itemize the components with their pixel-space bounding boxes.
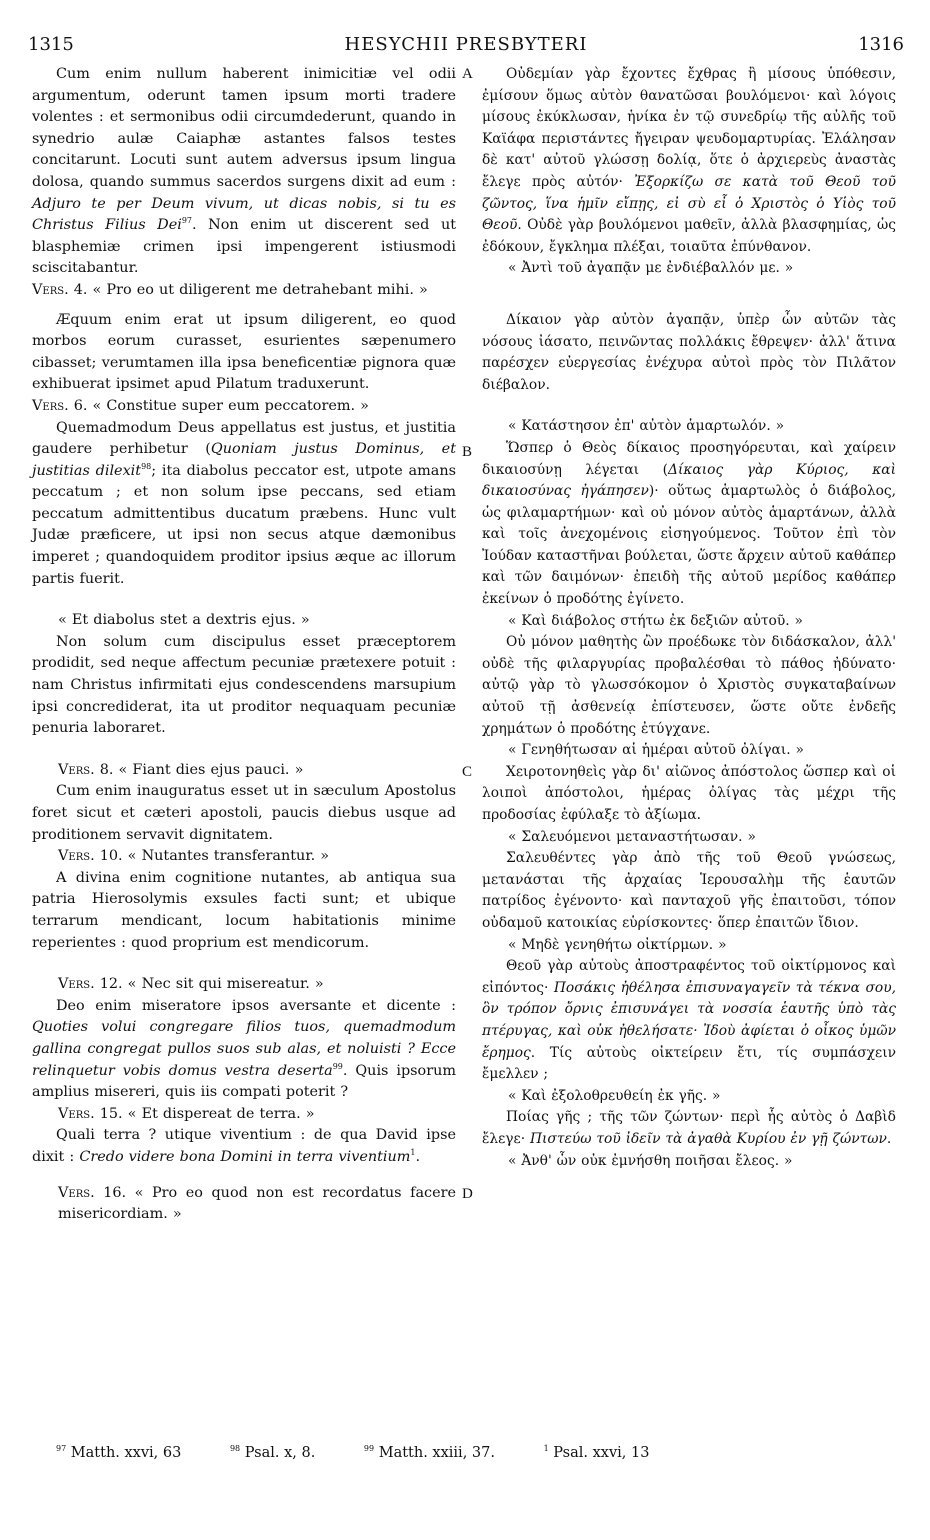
greek-paragraph: Χειροτονηθεὶς γὰρ δι' αἰῶνος ἀπόστολος ὥσπερ καὶ οἱ λοιποὶ ἀπόστολοι, ἡμέρας ὀλίγας τὰς μέχρι τῆς προδοσίας ἐφύλαξε τὸ ἀξίωμα. xyxy=(482,763,896,823)
latin-verse: Vers. 12. « Nec sit qui misereatur. » xyxy=(58,976,324,993)
margin-letter-a: A xyxy=(462,66,473,82)
greek-verse: « Ἀντὶ τοῦ ἀγαπᾷν με ἐνδιέβαλλόν με. » xyxy=(508,260,794,277)
latin-verse: Vers. 6. « Constitue super eum peccatorem. » xyxy=(32,397,369,414)
latin-paragraph: Quali terra ? utique viventium : de qua David ipse dixit : Credo videre bona Domini in terra viventium$^1$. xyxy=(32,1127,456,1165)
latin-paragraph: Deo enim miseratore ipsos aversante et dicente : Quoties volui congregare filios tuos, quemadmodum gallina congregat pullos suos sub alas, et noluisti ? Ecce relinquetur vobis domus vestra deserta$^{99}$. Quis ipsorum amplius misereri, quis iis compati poterit ? xyxy=(32,997,456,1101)
greek-paragraph: Οὐ μόνον μαθητὴς ὢν προέδωκε τὸν διδάσκαλον, ἀλλ' οὐδὲ τῆς φιλαργυρίας προβαλέσθαι τὸ πάθος ἠδύνατο· αὐτῷ γὰρ τὸ γλωσσόκομον ὁ Χριστὸς συγκαταβαίνων αὐτοῦ τῇ ἀσθενείᾳ ἐπίστευσεν, ὥστε οὔτε ἐνδεῆς χρημάτων ὁ προδότης ἐτύγχανε. xyxy=(482,634,896,737)
greek-paragraph: Ὥσπερ ὁ Θεὸς δίκαιος προσηγόρευται, καὶ χαίρειν δικαιοσύνῃ λέγεται (Δίκαιος γὰρ Κύριος, καὶ δικαιοσύνας ἠγάπησεν)· οὕτως ἁμαρτωλὸς ὁ διάβολος, ὡς φιλαμαρτήμων· καὶ οὐ μόνον αὐτὸς ἁμαρτάνων, ἀλλὰ καὶ τοῖς ἀνεχομένοις εἰσηγούμενος. Τοῦτον ἐπὶ τὸν Ἰούδαν καταστῆναι βούλεται, ὥστε ἄρχειν αὐτοῦ καθάπερ καὶ τῶν δαιμόνων· ἐπειδὴ τῆς αὐτοῦ μερίδος καθάπερ ἐκείνων ὁ προδότης ἐγίνετο. xyxy=(482,439,896,608)
footnote: $^1$ Psal. xxvi, 13 xyxy=(543,1444,650,1461)
greek-verse: « Γενηθήτωσαν αἱ ἡμέραι αὐτοῦ ὀλίγαι. » xyxy=(508,742,804,759)
greek-paragraph: Ποίας γῆς ; τῆς τῶν ζώντων· περὶ ἧς αὐτὸς ὁ Δαβὶδ ἔλεγε· Πιστεύω τοῦ ἰδεῖν τὰ ἀγαθὰ Κυρίου ἐν γῇ ζώντων. xyxy=(482,1109,896,1147)
greek-verse: « Καὶ διάβολος στήτω ἐκ δεξιῶν αὐτοῦ. » xyxy=(508,612,803,629)
latin-verse: Vers. 15. « Et dispereat de terra. » xyxy=(58,1105,315,1122)
latin-paragraph: Quemadmodum Deus appellatus est justus, et justitia gaudere perhibetur (Quoniam justus Dominus, et justitias dilexit$^{98}$; ita diabolus peccator est, utpote amans peccatum ; et non solum ipse peccans, sed etiam peccatum admittentibus ducatum præbens. Hunc vult Judæ præficere, ut ipsi non secus atque dæmonibus imperet ; quandoquidem proditor ipsius æque ac illorum partis fuerit. xyxy=(32,419,456,587)
latin-verse: « Et diabolus stet a dextris ejus. » xyxy=(58,612,310,629)
latin-verse: Vers. 8. « Fiant dies ejus pauci. » xyxy=(58,761,304,778)
page-header xyxy=(28,34,904,60)
latin-paragraph: Cum enim inauguratus esset ut in sæculum Apostolus foret sicut et cæteri apostoli, paucis diebus usque ad proditionem servavit dignitatem. xyxy=(32,783,456,843)
footnotes xyxy=(56,1445,693,1461)
footnote: $^{99}$ Matth. xxiii, 37. xyxy=(363,1444,495,1461)
page-number-right: 1316 xyxy=(858,34,904,55)
page-number-left: 1315 xyxy=(28,34,74,55)
greek-verse: « Σαλευόμενοι μεταναστήτωσαν. » xyxy=(508,828,756,845)
greek-column xyxy=(482,64,896,1172)
greek-verse: « Καὶ ἐξολοθρευθείη ἐκ γῆς. » xyxy=(508,1087,721,1104)
margin-letter-c: C xyxy=(462,764,473,780)
margin-letter-b: B xyxy=(462,444,473,460)
greek-paragraph: Οὐδεμίαν γὰρ ἔχοντες ἔχθρας ἢ μίσους ὑπόθεσιν, ἐμίσουν ὅμως αὐτὸν θανατῶσαι βουλόμενοι· καὶ λόγοις μίσους ἐκύκλωσαν, ἡνίκα ἐν τῷ συνεδρίῳ τῆς αὐλῆς τοῦ Καϊάφα περιστάντες ἤγειραν ψευδομαρτυρίας. Ἐλάλησαν δὲ κατ' αὐτοῦ γλώσσῃ δολίᾳ, ὅτε ὁ ἀρχιερεὺς ἀναστὰς ἔλεγε πρὸς αὐτόν· Ἐξορκίζω σε κατὰ τοῦ Θεοῦ τοῦ ζῶντος, ἵνα ἡμῖν εἴπῃς, εἰ σὺ εἶ ὁ Χριστὸς ὁ Υἱὸς τοῦ Θεοῦ. Οὐδὲ γὰρ βουλόμενοι μαθεῖν, ἀλλὰ βλασφημίας, ὡς ἐδόκουν, ἔγκλημα πλέξαι, τοιαῦτα ἐπύνθανον. xyxy=(482,66,897,255)
running-head: HESYCHII PRESBYTERI xyxy=(344,34,588,55)
margin-letter-d: D xyxy=(462,1186,473,1202)
latin-column xyxy=(32,64,456,1226)
footnote: $^{98}$ Psal. x, 8. xyxy=(229,1444,316,1461)
latin-verse: Vers. 10. « Nutantes transferantur. » xyxy=(58,848,330,865)
greek-verse: « Κατάστησον ἐπ' αὐτὸν ἁμαρτωλόν. » xyxy=(508,418,785,435)
greek-paragraph: Θεοῦ γὰρ αὐτοὺς ἀποστραφέντος τοῦ οἰκτίρμονος καὶ εἰπόντος· Ποσάκις ἠθέλησα ἐπισυναγαγεῖν τὰ τέκνα σου, ὃν τρόπον ὄρνις ἐπισυνάγει τὰ νοσσία ἑαυτῆς ὑπὸ τὰς πτέρυγας, καὶ οὐκ ἠθελήσατε· Ἰδοὺ ἀφίεται ὁ οἶκος ὑμῶν ἔρημος. Τίς αὐτοὺς οἰκτείρειν ἔτι, τίς συμπάσχειν ἔμελλεν ; xyxy=(482,958,896,1083)
greek-paragraph: Σαλευθέντες γὰρ ἀπὸ τῆς τοῦ Θεοῦ γνώσεως, μετανάσται τῆς ἀρχαίας Ἱερουσαλὴμ τῆς ἑαυτῶν πατρίδος ἐγένοντο· καὶ πανταχοῦ γῆς ἐπαιτοῦσι, τόπον οὐδαμοῦ κατοικίας εὑρίσκοντες· ὅπερ ἐπαιτῶν ἴδιον. xyxy=(482,850,896,931)
latin-paragraph: A divina enim cognitione nutantes, ab antiqua sua patria Hierosolymis exsules facti sunt; et ubique terrarum mendicant, locum habitationis minime reperientes : quod proprium est mendicorum. xyxy=(32,869,456,951)
greek-verse: « Ἀνθ' ὧν οὐκ ἐμνήσθη ποιῆσαι ἔλεος. » xyxy=(508,1152,793,1169)
greek-paragraph: Δίκαιον γὰρ αὐτὸν ἀγαπᾷν, ὑπὲρ ὧν αὐτῶν τὰς νόσους ἰάσατο, πεινῶντας πολλάκις ἔθρεψεν· ἀλλ' ἅτινα παρέσχεν εὐεργεσίας ἐνέχυρα αὐτοὶ πρὸς τὸν Πιλᾶτον διέβαλον. xyxy=(482,311,896,393)
greek-verse: « Μηδὲ γενηθήτω οἰκτίρμων. » xyxy=(508,936,727,953)
latin-paragraph: Non solum cum discipulus esset præceptorem prodidit, sed neque affectum pecuniæ prætexere potuit : nam Christus infirmitati ejus condescendens marsupium ipsi concrediderat, ita ut proditor nequaquam pecuniæ penuria laboraret. xyxy=(32,633,456,737)
latin-paragraph: Cum enim nullum haberent inimicitiæ vel odii argumentum, oderunt tamen ipsum morti tradere volentes : et sermonibus odii circumdederunt, quando in synedrio aulæ Caiaphæ astantes falsos testes concitarunt. Locuti sunt autem adversus ipsum lingua dolosa, quando summus sacerdos surgens dixit ad eum : Adjuro te per Deum vivum, ut dicas nobis, si tu es Christus Filius Dei$^{97}$. Non enim ut discerent sed ut blasphemiæ crimen ipsi impengerent istiusmodi sciscitabantur. xyxy=(32,66,456,277)
footnote: $^{97}$ Matth. xxvi, 63 xyxy=(56,1444,182,1461)
latin-paragraph: Æquum enim erat ut ipsum diligerent, eo quod morbos eorum curasset, esurientes sæpenumero cibasset; verumtamen illa ipsa beneficentiæ pignora quæ exhibuerat ipsimet apud Pilatum traduxerunt. xyxy=(32,311,456,393)
latin-verse: Vers. 4. « Pro eo ut diligerent me detrahebant mihi. » xyxy=(32,281,428,298)
latin-verse: Vers. 16. « Pro eo quod non est recordatus facere misericordiam. » xyxy=(58,1184,456,1223)
